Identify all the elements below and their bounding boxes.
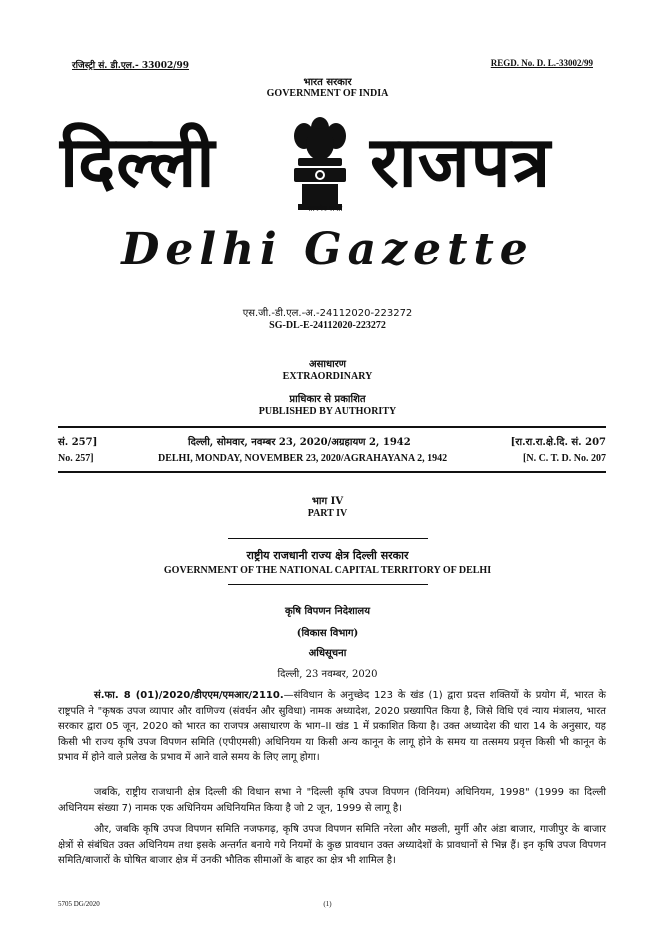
part-english: PART IV bbox=[307, 508, 348, 519]
divider-short-top bbox=[228, 538, 428, 539]
divider-short-bottom bbox=[228, 584, 428, 585]
government-english: GOVERNMENT OF INDIA bbox=[266, 88, 389, 99]
extraordinary-hindi: असाधारण bbox=[308, 359, 347, 370]
masthead-hindi-right: राजपत्र bbox=[370, 121, 552, 203]
part-hindi: भाग IV bbox=[311, 496, 344, 507]
nct-government-english: GOVERNMENT OF THE NATIONAL CAPITAL TERRITORY OF DELHI bbox=[163, 565, 492, 576]
file-reference: सं.फा. 8 (01)/2020/डीएएम/एमआर/2110. bbox=[94, 690, 284, 701]
notification-date: दिल्ली, 23 नवम्बर, 2020 bbox=[277, 669, 378, 680]
footer-code: 5705 DG/2020 bbox=[58, 900, 100, 908]
emblem-motto: सत्यमेव जयते bbox=[307, 205, 343, 213]
extraordinary-english: EXTRAORDINARY bbox=[282, 371, 373, 382]
published-by-authority-hindi: प्राधिकार से प्रकाशित bbox=[289, 394, 366, 405]
issue-date-english: DELHI, MONDAY, NOVEMBER 23, 2020/AGRAHAYANA 2, 1942 bbox=[158, 453, 448, 464]
national-emblem-icon bbox=[280, 110, 360, 215]
registration-number-hindi: रजिस्ट्री सं. डी.एल.- 33002/99 bbox=[72, 61, 190, 71]
directorate-title: कृषि विपणन निदेशालय bbox=[284, 606, 371, 617]
gazette-code-english: SG-DL-E-24112020-223272 bbox=[269, 320, 386, 331]
notification-title: अधिसूचना bbox=[308, 648, 347, 659]
issue-code-hindi: [रा.रा.रा.क्षे.दि. सं. 207 bbox=[510, 437, 606, 448]
department-title: (विकास विभाग) bbox=[296, 628, 359, 639]
notification-paragraph-2: जबकि, राष्ट्रीय राजधानी क्षेत्र दिल्ली की विधान सभा ने "दिल्ली कृषि उपज विपणन (विनियम) अधिनियम, 1998" (1999 का दिल्ली अधिनियम संख्या 7) नामक एक अधिनियम अधिनियमित किया है जो 2 जून, 1999 से लागू है। bbox=[58, 787, 606, 814]
gazette-code-hindi: एस.जी.-डी.एल.-अ.-24112020-223272 bbox=[242, 308, 413, 319]
registration-number-english: REGD. No. D. L.-33002/99 bbox=[490, 58, 593, 68]
issue-date-hindi: दिल्ली, सोमवार, नवम्बर 23, 2020/अग्रहायण 2, 1942 bbox=[188, 437, 411, 448]
notification-paragraph-1 bbox=[58, 688, 606, 766]
divider-bottom bbox=[58, 471, 606, 473]
government-hindi: भारत सरकार bbox=[303, 77, 352, 88]
divider-top bbox=[58, 426, 606, 428]
notification-paragraph-3: और, जबकि कृषि उपज विपणन समिति नजफगढ़, कृषि उपज विपणन समिति नरेला और मछली, मुर्गी और अंडा बाजार, गाजीपुर के बाजार क्षेत्रों से संबंधित उक्त अधिनियम तथा इसके अन्तर्गत बनाये गये नियमों के कुछ प्रावधान उक्त अध्यादेशों के प्रावधानों से भिन्न हैं। इन कृषि उपज विपणन समिति/बाजारों के घोषित बाजार क्षेत्र में उनकी भौतिक सीमाओं के बाहर का क्षेत्र भी शामिल है। bbox=[58, 824, 606, 866]
issue-code-english: [N. C. T. D. No. 207 bbox=[523, 453, 606, 464]
published-by-authority-english: PUBLISHED BY AUTHORITY bbox=[258, 406, 397, 417]
masthead-english: Delhi Gazette bbox=[121, 224, 534, 275]
issue-number-hindi: सं. 257] bbox=[58, 437, 98, 448]
masthead-hindi-left: दिल्ली bbox=[60, 121, 216, 203]
issue-number-english: No. 257] bbox=[58, 453, 94, 464]
page-number: (1) bbox=[323, 900, 332, 908]
nct-government-hindi: राष्ट्रीय राजधानी राज्य क्षेत्र दिल्ली सरकार bbox=[246, 549, 409, 562]
paragraph-1-text: —संविधान के अनुच्छेद 123 के खंड (1) द्वारा प्रदत्त शक्तियों के प्रयोग में, भारत के राष्ट्रपति ने "कृषक उपज व्यापार और वाणिज्य (संवर्धन और सुविधा) नामक अध्यादेश, 2020 प्रख्यापित किया है, जिसे विधि एवं न्याय मंत्रालय, भारत सरकार द्वारा 05 जून, 2020 को भारत का राजपत्र असाधारण के भाग–II खंड 1 में प्रकाशित किया है। उक्त अध्यादेश की धारा 14 के अनुसार, यह किसी भी राज्य कृषि उपज विपणन समिति (एपीएमसी) अधिनियम या किसी अन्य कानून के लागू होने के समय या तत्समय प्रवृत्त किसी भी कानून के प्रभाव में होने वाले प्रलेख के प्रभाव में आने वाले समय के लिए लागू होगा। bbox=[58, 690, 606, 763]
